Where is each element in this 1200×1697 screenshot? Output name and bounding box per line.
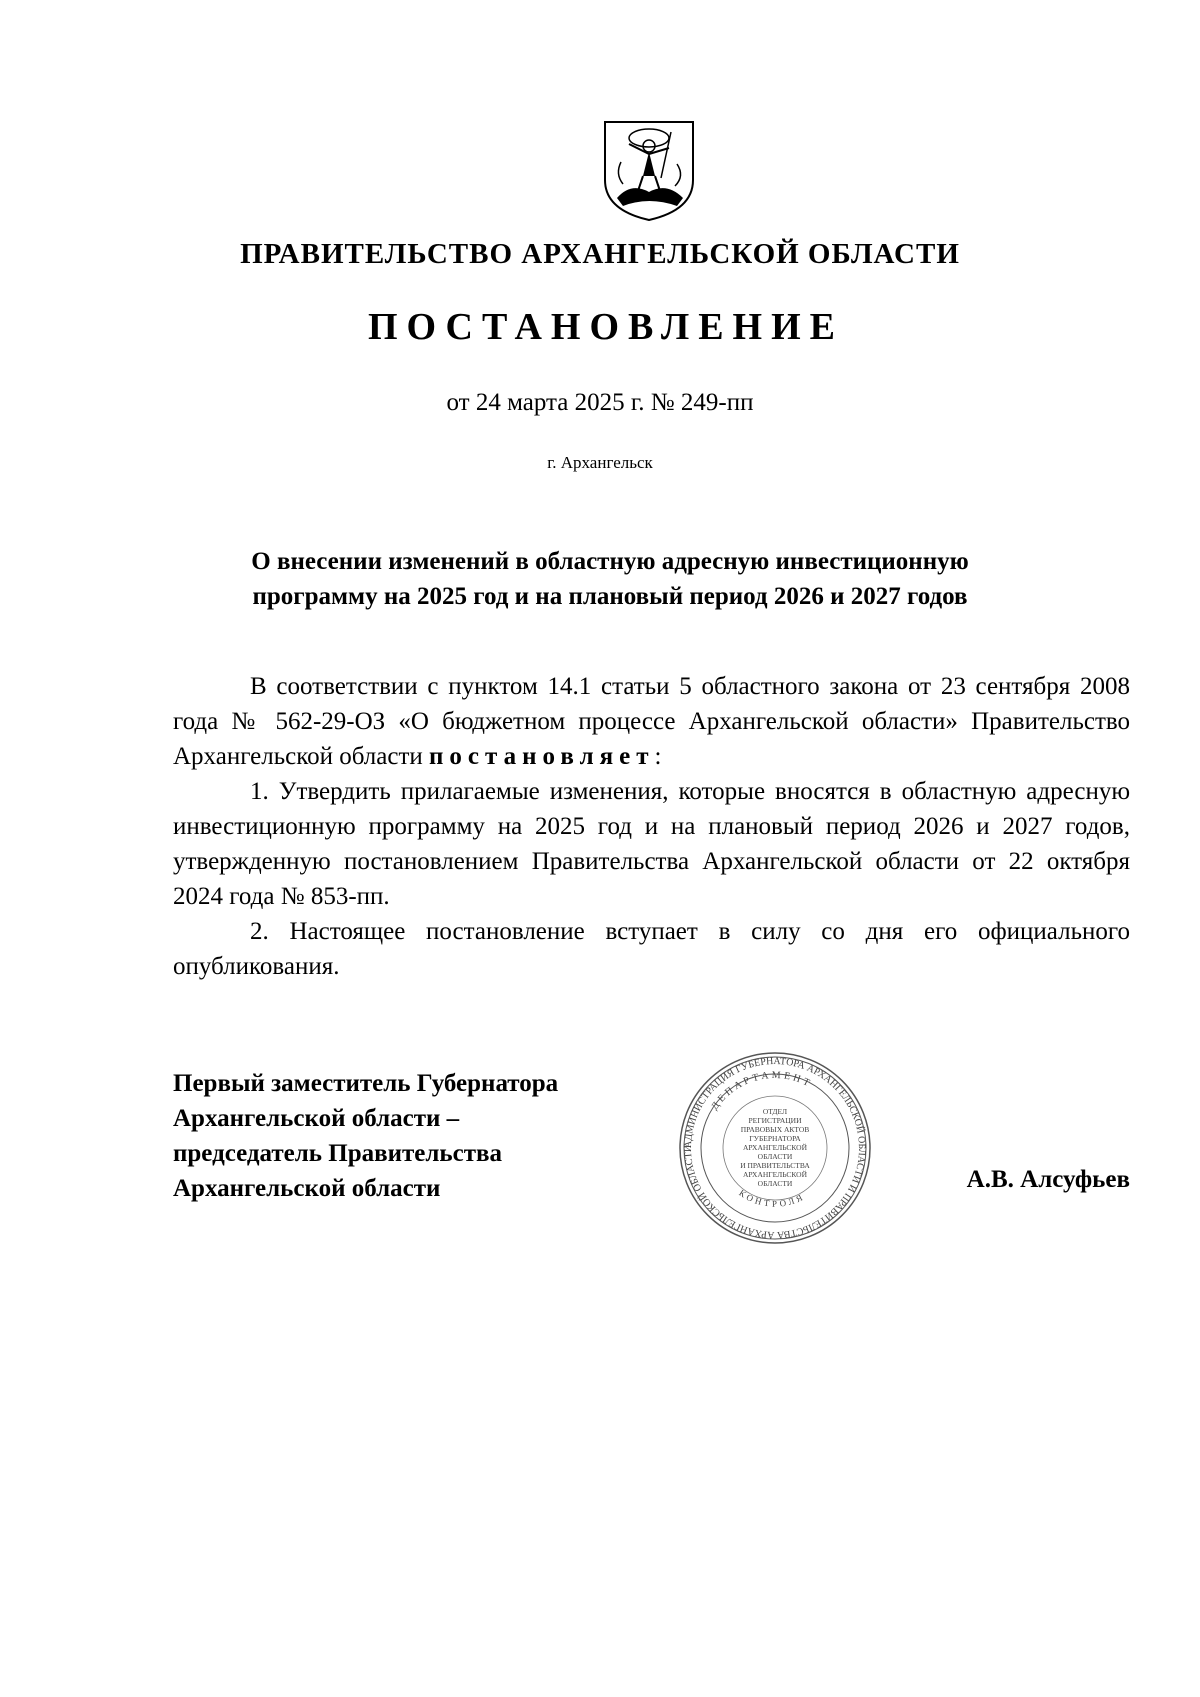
stamp-center-line: ОБЛАСТИ (757, 1152, 793, 1161)
body-paragraph-item-2: 2. Настоящее постановление вступает в силу со дня его официального опубликования. (173, 918, 1130, 980)
document-type-heading: ПОСТАНОВЛЕНИЕ (367, 306, 845, 348)
stamp-center-line: РЕГИСТРАЦИИ (748, 1116, 802, 1125)
official-seal-stamp (677, 1050, 873, 1246)
signatory-name: А.В. Алсуфьев (966, 1166, 1130, 1193)
signatory-position-line: Архангельской области – (173, 1105, 460, 1132)
signatory-position-line: Архангельской области (173, 1175, 441, 1202)
organization-heading: ПРАВИТЕЛЬСТВО АРХАНГЕЛЬСКОЙ ОБЛАСТИ (240, 238, 960, 270)
document-title-line: О внесении изменений в областную адресную инвестиционную (251, 548, 969, 575)
signatory-position-line: Первый заместитель Губернатора (173, 1070, 559, 1097)
stamp-inner-arc-text: ДЕПАРТАМЕНТ (709, 1069, 814, 1113)
stamp-center-line: ОБЛАСТИ (757, 1179, 793, 1188)
body-paragraph-preamble (173, 669, 1130, 774)
signatory-position (173, 1066, 558, 1206)
stamp-center-line: АРХАНГЕЛЬСКОЙ (743, 1170, 807, 1179)
stamp-center-line: И ПРАВИТЕЛЬСТВА (740, 1161, 810, 1170)
preamble-text: В соответствии с пунктом 14.1 статьи 5 областного закона от 23 сентября 2008 года № 562-29-ОЗ «О бюджетном процессе Архангельской области» Правительство Архангельской области (173, 673, 1130, 770)
document-date-number: от 24 марта 2025 г. № 249-пп (446, 389, 754, 416)
body-paragraph-item-1: 1. Утвердить прилагаемые изменения, которые вносятся в областную адресную инвестиционную программу на 2025 год и на плановый период 2026 и 2027 годов, утвержденную постановлением Правительства Архангельской области от 22 октября 2024 года № 853-пп. (173, 778, 1130, 910)
svg-text:КОНТРОЛЯ (737, 1188, 807, 1209)
stamp-center-line: ОТДЕЛ (762, 1107, 788, 1116)
stamp-center-line: АРХАНГЕЛЬСКОЙ (743, 1143, 807, 1152)
document-city: г. Архангельск (547, 453, 653, 472)
signatory-position-line: председатель Правительства (173, 1140, 503, 1167)
document-title (160, 544, 1060, 614)
stamp-center-line: ГУБЕРНАТОРА (749, 1134, 801, 1143)
document-body (173, 669, 1130, 984)
stamp-ring-text: АДМИНИСТРАЦИЯ ГУБЕРНАТОРА АРХАНГЕЛЬСКОЙ ОБЛАСТИ И ПРАВИТЕЛЬСТВА АРХАНГЕЛЬСКОЙ ОБЛАСТИ (682, 1055, 868, 1241)
stamp-inner-arc-bottom-text: КОНТРОЛЯ (737, 1187, 807, 1209)
coat-of-arms-emblem (601, 118, 697, 222)
preamble-colon: : (654, 743, 662, 770)
stamp-center-line: ПРАВОВЫХ АКТОВ (740, 1125, 810, 1134)
document-title-line: программу на 2025 год и на плановый период 2026 и 2027 годов (252, 583, 968, 610)
resolves-keyword: постановляет (429, 743, 655, 770)
